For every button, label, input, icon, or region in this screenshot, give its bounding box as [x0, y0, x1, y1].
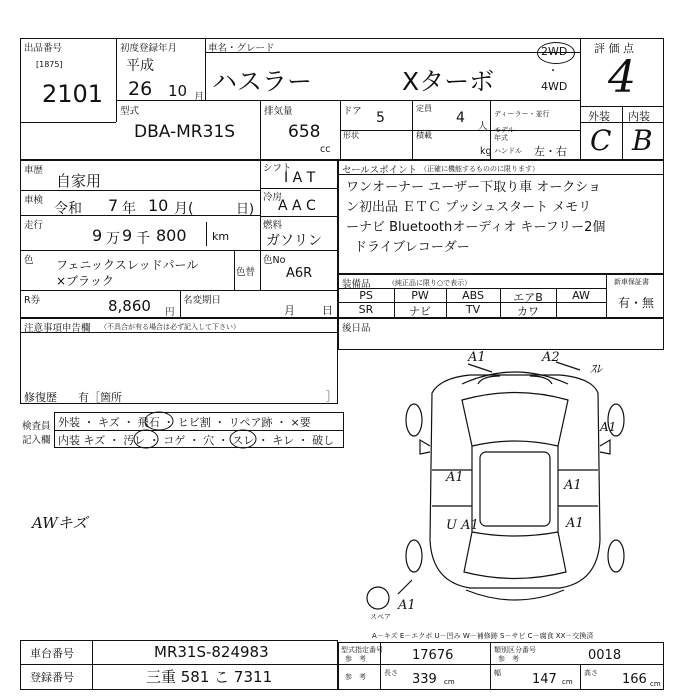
- notes-sub: （不具合が有る場合は必ず記入して下さい）: [100, 323, 240, 331]
- fuel-value: ガソリン: [266, 233, 322, 249]
- model-year-label2: 年式: [494, 134, 508, 142]
- equip-abs: ABS: [462, 289, 484, 302]
- disp-value: 658: [288, 122, 321, 142]
- handwritten-note: AWキズ: [32, 514, 88, 532]
- door-label: ドア: [343, 106, 362, 117]
- mileage-man-unit: 万: [106, 231, 120, 247]
- color-label: 色: [24, 255, 34, 266]
- mileage-unit: km: [212, 230, 230, 243]
- equip-tv: TV: [465, 303, 481, 316]
- type-cert-sub: 参 考: [345, 655, 366, 663]
- ac-value: A A C: [278, 198, 316, 214]
- reg-era: 平成: [126, 58, 154, 74]
- disp-label: 排気量: [264, 106, 293, 117]
- width-unit: cm: [562, 678, 573, 686]
- reg-label: 初度登録年月: [120, 43, 178, 54]
- shift-label: シフト: [263, 163, 292, 174]
- car-name: ハスラー: [212, 67, 313, 96]
- reg-year: 26: [128, 78, 153, 100]
- class-value: 0018: [588, 648, 622, 663]
- load-unit: kg: [480, 146, 492, 157]
- int-grade: B: [632, 124, 653, 157]
- divider: [20, 664, 338, 665]
- dealer-label: ディーラー・並行: [494, 110, 550, 118]
- equipment-label: 装備品: [342, 279, 371, 290]
- divider: [338, 664, 664, 665]
- inspect-month: 10: [148, 196, 169, 215]
- shift-value: I A T: [284, 170, 316, 186]
- drive-dot: ・: [548, 66, 558, 77]
- inspector-label2: 記入欄: [22, 435, 51, 446]
- mileage-man: 9: [92, 226, 103, 245]
- sales-note: （正確に機能するもののに限ります）: [420, 165, 539, 173]
- color-line2: ×ブラック: [56, 274, 114, 288]
- width-label: 幅: [494, 669, 501, 677]
- lot-number: 2101: [42, 80, 104, 108]
- drive-4wd: 4WD: [541, 80, 568, 93]
- divider: [92, 640, 93, 690]
- warranty-label: 新車保証書: [614, 278, 649, 286]
- equip-pw: PW: [411, 289, 429, 302]
- divider: [580, 664, 581, 690]
- car-grade: Xターボ: [402, 67, 495, 96]
- sales-line: ン初出品 ＥＴＣ プッシュスタート メモリ: [346, 200, 592, 215]
- class-sub: 参 考: [498, 655, 519, 663]
- name-change-day: 日: [322, 304, 333, 317]
- equip-aw: AW: [572, 289, 590, 302]
- mileage-sen-unit: 千: [136, 231, 150, 247]
- equip-ps: PS: [359, 289, 373, 302]
- door-value: 5: [376, 110, 385, 126]
- mark-a1-right-rear: A1: [566, 516, 584, 531]
- height-label: 高さ: [584, 669, 598, 677]
- cap-label: 定員: [416, 104, 432, 113]
- chassis-value: MR31S-824983: [154, 643, 269, 661]
- color-line1: フェニックスレッドパール: [56, 258, 199, 272]
- reg-month-unit: 月: [194, 92, 204, 103]
- length-label: 長さ: [384, 669, 398, 677]
- lot-label: 出品番号: [24, 43, 63, 54]
- name-change-month: 月: [284, 304, 295, 317]
- shape-label: 形状: [343, 131, 359, 140]
- warranty-value: 有・無: [618, 296, 655, 310]
- class-label: 類別区分番号: [494, 646, 536, 654]
- repair-close: ］: [326, 390, 337, 403]
- mileage-rest: 800: [156, 226, 187, 245]
- color-no-value: A6R: [286, 266, 313, 281]
- ref-label: 参 考: [345, 673, 366, 681]
- after-label: 後日品: [342, 323, 371, 334]
- inspector-int-line: 内装 キズ ・ 汚レ ・ コゲ ・ 穴 ・ スレ ・ キレ ・ 破し: [58, 434, 335, 447]
- tax-value: 8,860: [108, 297, 151, 315]
- equip-airbag: エアB: [513, 291, 543, 304]
- mark-a1-left: A1: [446, 470, 464, 485]
- mark-a2-front: A2: [542, 350, 560, 365]
- type-cert-label: 型式指定番号: [341, 646, 383, 654]
- ext-grade: C: [590, 124, 612, 157]
- inspect-month-unit: 月(: [174, 201, 194, 217]
- plate-value: 三重 581 こ 7311: [146, 668, 273, 686]
- inspect-year-unit: 年: [122, 201, 136, 217]
- inspector-ext-line: 外装 ・ キズ ・ 飛石 ・ ヒビ割 ・ リペア跡 ・ ×要: [58, 416, 311, 429]
- type-cert-value: 17676: [412, 648, 454, 663]
- ext-label: 外装: [588, 110, 610, 123]
- tax-label: R券: [24, 295, 41, 306]
- cap-value: 4: [456, 110, 465, 126]
- drive-2wd: 2WD: [541, 45, 568, 58]
- equip-navi: ナビ: [409, 305, 431, 318]
- int-label: 内装: [628, 110, 650, 123]
- mileage-sen: 9: [122, 226, 133, 245]
- length-unit: cm: [444, 678, 455, 686]
- sales-line: ワンオーナー ユーザー下取り車 オークショ: [346, 180, 602, 195]
- equipment-note: （純正品に限り○で表示）: [388, 279, 472, 287]
- load-label: 積載: [416, 131, 432, 140]
- mark-a1-spare: A1: [398, 598, 416, 613]
- model-value: DBA-MR31S: [134, 122, 236, 142]
- height-value: 166: [622, 672, 647, 687]
- use-value: 自家用: [56, 172, 102, 190]
- sales-label: セールスポイント: [342, 165, 418, 176]
- inspect-year: 7: [108, 196, 119, 215]
- car-label: 車名・グレード: [208, 43, 275, 54]
- equip-sr: SR: [358, 303, 374, 316]
- model-label: 型式: [120, 106, 140, 117]
- repaint-label: 色替: [236, 267, 256, 278]
- mark-ua1-right: A1: [564, 478, 582, 493]
- inspector-label1: 検査員: [22, 421, 51, 432]
- reg-month: 10: [168, 82, 188, 100]
- spare-label: スペア: [370, 613, 391, 621]
- plate-label: 登録番号: [30, 671, 74, 684]
- equip-leather: カワ: [517, 305, 539, 318]
- chassis-label: 車台番号: [30, 647, 74, 660]
- damage-legend: A－キズ E－エクボ U－凹み W－補修跡 S－サビ C－腐食 XX－交換済: [372, 632, 594, 640]
- sales-line: ドライブレコーダー: [354, 240, 470, 255]
- fuel-label: 燃料: [263, 220, 283, 231]
- use-label: 車歴: [24, 165, 44, 176]
- mark-a1-extra: A1: [600, 420, 617, 434]
- name-change-label: 名変期日: [183, 295, 222, 306]
- handle-value: 左・右: [534, 145, 567, 158]
- inspect-close: 日): [236, 202, 255, 217]
- score-value: 4: [608, 52, 636, 103]
- handle-label: ハンドル: [494, 147, 522, 155]
- tax-unit: 円: [165, 307, 175, 318]
- inspect-era: 令和: [54, 201, 82, 217]
- sales-line: ーナビ Bluetoothオーディオ キーフリー2個: [346, 220, 606, 235]
- mark-sure: ｽﾚ: [590, 362, 603, 376]
- lot-sub: [1875]: [36, 60, 63, 69]
- repair-value: 有［箇所: [78, 391, 122, 404]
- repair-label: 修復歴: [24, 391, 57, 404]
- notes-label: 注意事項申告欄: [24, 323, 91, 334]
- divider: [490, 642, 491, 690]
- score-label: 評 価 点: [594, 42, 634, 55]
- height-unit: cm: [650, 680, 661, 688]
- mileage-label: 走行: [24, 220, 44, 231]
- color-no-label: 色No: [263, 255, 286, 266]
- width-value: 147: [532, 672, 557, 687]
- inspect-label: 車検: [24, 195, 44, 206]
- mark-a1-front: A1: [468, 350, 486, 365]
- length-value: 339: [412, 672, 437, 687]
- disp-unit: cc: [320, 144, 331, 155]
- ac-label: 冷房: [263, 192, 283, 203]
- cap-unit: 人: [478, 121, 488, 132]
- model-year-label1: モデル: [494, 126, 515, 134]
- mark-a1-left-rear: U A1: [446, 518, 479, 533]
